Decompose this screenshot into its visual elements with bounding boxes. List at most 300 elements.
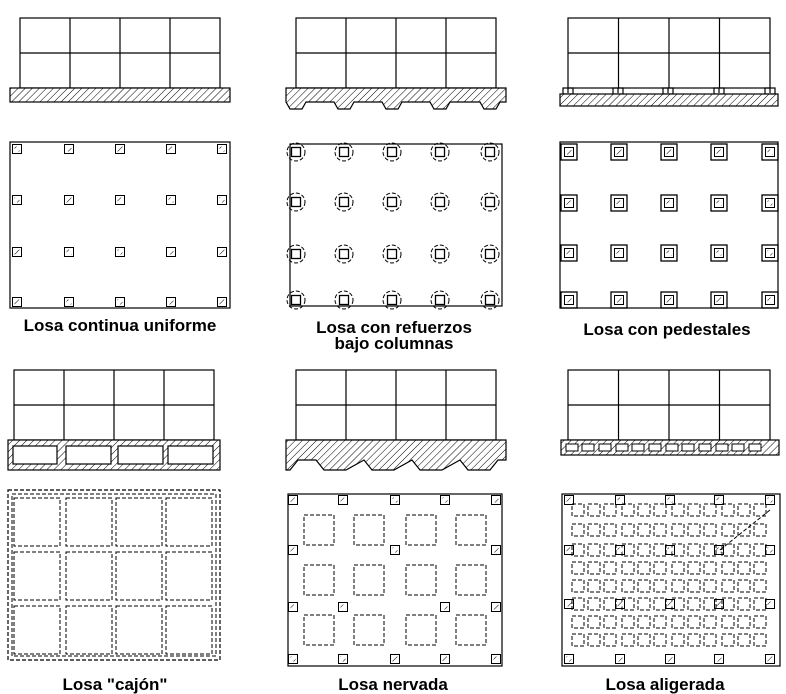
column-mark (167, 298, 176, 307)
drop-panel-circle (481, 245, 499, 263)
void-cell (604, 544, 616, 556)
column-fill (768, 548, 773, 553)
column-square (436, 250, 445, 259)
void-block (632, 444, 644, 451)
column-with-pedestal (561, 195, 577, 211)
void-cell (738, 634, 750, 646)
column-fill (768, 602, 773, 607)
label-column-reinforced-slab: Losa con refuerzos bajo columnas (316, 318, 472, 353)
void-cell (622, 562, 634, 574)
column-mark (766, 546, 775, 555)
column-mark (492, 496, 501, 505)
column-mark (116, 298, 125, 307)
void-cell (754, 616, 766, 628)
void-cell (654, 616, 666, 628)
drop-panel-circle (431, 143, 449, 161)
column-mark (441, 655, 450, 664)
column-fill (768, 150, 773, 155)
plan-outline (560, 142, 778, 308)
column-fill (667, 251, 672, 256)
column-mark (391, 496, 400, 505)
column-fill (494, 605, 499, 610)
void-cell (604, 616, 616, 628)
column-with-pedestal (762, 195, 778, 211)
column-fill (15, 250, 20, 255)
column-mark (715, 496, 724, 505)
void-cell (704, 580, 716, 592)
column-mark (665, 148, 674, 157)
column-fill (118, 250, 123, 255)
column-fill (341, 657, 346, 662)
column-fill (220, 147, 225, 152)
column-square (340, 250, 349, 259)
column-square (292, 250, 301, 259)
column-fill (494, 657, 499, 662)
void-cell (738, 616, 750, 628)
column-mark (565, 655, 574, 664)
column-mark (65, 196, 74, 205)
column-fill (443, 498, 448, 503)
column-mark (766, 148, 775, 157)
drop-panel-circle (481, 193, 499, 211)
column-fill (717, 201, 722, 206)
void-cell (754, 634, 766, 646)
void-cell (738, 504, 750, 516)
column-fill (667, 150, 672, 155)
void-square (406, 565, 436, 595)
column-mark (339, 496, 348, 505)
void-cell (654, 580, 666, 592)
void-cell (638, 524, 650, 536)
column-with-drop (431, 193, 449, 211)
column-mark (615, 249, 624, 258)
void-cell (688, 634, 700, 646)
void-square (456, 565, 486, 595)
void-cell (704, 616, 716, 628)
plan-outline (290, 144, 502, 306)
void-cell (572, 580, 584, 592)
column-fill (567, 548, 572, 553)
column-fill (717, 251, 722, 256)
column-fill (618, 498, 623, 503)
pedestal-slab-plan (560, 142, 778, 308)
void-cell (688, 616, 700, 628)
lightened-slab-plan (562, 494, 780, 666)
column-fill (768, 498, 773, 503)
void-cell (622, 580, 634, 592)
void-cell (704, 562, 716, 574)
reinforced-slab-section (286, 18, 506, 109)
column-mark (766, 600, 775, 609)
column-fill (668, 548, 673, 553)
column-mark (565, 496, 574, 505)
void-cell (604, 598, 616, 610)
column-fill (443, 657, 448, 662)
column-with-pedestal (711, 245, 727, 261)
column-with-drop (481, 245, 499, 263)
column-square (436, 198, 445, 207)
void-cell (604, 504, 616, 516)
lightened-slab-section (561, 370, 779, 455)
column-with-drop (383, 143, 401, 161)
continuous-slab-plan (10, 142, 230, 308)
column-square (436, 148, 445, 157)
column-mark (218, 298, 227, 307)
column-with-pedestal (611, 144, 627, 160)
void-square (304, 515, 334, 545)
column-with-pedestal (661, 245, 677, 261)
column-fill (341, 605, 346, 610)
column-fill (617, 251, 622, 256)
void-cell (754, 544, 766, 556)
void-cell (738, 598, 750, 610)
column-fill (618, 602, 623, 607)
void-cell (604, 562, 616, 574)
column-mark (289, 496, 298, 505)
column-mark (665, 249, 674, 258)
void-square (354, 615, 384, 645)
column-mark (615, 148, 624, 157)
void-cell (688, 598, 700, 610)
column-mark (665, 296, 674, 305)
column-fill (341, 498, 346, 503)
void-cell (688, 580, 700, 592)
column-fill (768, 201, 773, 206)
column-mark (615, 296, 624, 305)
void-block (666, 444, 678, 451)
column-with-pedestal (561, 144, 577, 160)
column-fill (291, 605, 296, 610)
column-fill (668, 657, 673, 662)
column-with-pedestal (762, 144, 778, 160)
column-fill (618, 657, 623, 662)
column-right (560, 18, 780, 666)
column-mark (218, 248, 227, 257)
column-with-drop (481, 143, 499, 161)
void-square (406, 515, 436, 545)
label-box-slab: Losa "cajón" (62, 675, 168, 694)
column-fill (617, 298, 622, 303)
void-cell (638, 634, 650, 646)
column-fill (291, 548, 296, 553)
building-frame (568, 18, 770, 88)
column-mark (666, 546, 675, 555)
column-with-drop (335, 245, 353, 263)
void-cell (604, 524, 616, 536)
column-fill (393, 657, 398, 662)
column-with-drop (383, 193, 401, 211)
void-cell (672, 562, 684, 574)
void-block (616, 444, 628, 451)
column-mark (116, 145, 125, 154)
void-cell (654, 524, 666, 536)
column-mark (65, 248, 74, 257)
void-cell (638, 598, 650, 610)
column-with-pedestal (711, 144, 727, 160)
column-fill (668, 602, 673, 607)
void-cell (672, 634, 684, 646)
column-mark (167, 145, 176, 154)
void-square (406, 615, 436, 645)
drop-panel-circle (383, 143, 401, 161)
column-fill (291, 657, 296, 662)
column-mark (616, 496, 625, 505)
column-square (292, 198, 301, 207)
column-with-drop (335, 193, 353, 211)
column-fill (118, 300, 123, 305)
void-cell (654, 562, 666, 574)
void-block (682, 444, 694, 451)
column-fill (567, 602, 572, 607)
column-mark (766, 199, 775, 208)
void-cell (638, 562, 650, 574)
slab-with-drops (286, 88, 506, 109)
void-square (354, 515, 384, 545)
column-with-drop (335, 143, 353, 161)
void-cell (588, 634, 600, 646)
drop-panel-circle (431, 245, 449, 263)
void-cell (722, 580, 734, 592)
column-square (388, 296, 397, 305)
column-with-pedestal (661, 292, 677, 308)
column-fill (494, 498, 499, 503)
box-cell-plan (116, 498, 162, 546)
drop-panel-circle (383, 245, 401, 263)
void-block (566, 444, 578, 451)
column-mark (565, 148, 574, 157)
building-frame (296, 18, 496, 88)
column-mark (218, 145, 227, 154)
column-mark (715, 148, 724, 157)
void-cell (572, 504, 584, 516)
void-cell (722, 504, 734, 516)
column-square (486, 148, 495, 157)
column-square (436, 296, 445, 305)
column-mark (65, 298, 74, 307)
column-mark (492, 603, 501, 612)
void-cell (622, 616, 634, 628)
drop-panel-circle (431, 193, 449, 211)
column-mark (766, 249, 775, 258)
void-square (304, 615, 334, 645)
void-cell (722, 634, 734, 646)
box-cell-plan (166, 498, 212, 546)
column-with-pedestal (561, 245, 577, 261)
ribbed-slab-plan (288, 494, 502, 666)
box-cell-plan (166, 552, 212, 600)
column-square (486, 198, 495, 207)
column-fill (768, 657, 773, 662)
column-with-pedestal (762, 292, 778, 308)
building-frame (296, 370, 496, 440)
column-with-drop (431, 245, 449, 263)
void-cell (754, 598, 766, 610)
pedestal-slab-section (560, 18, 778, 106)
void-square (304, 565, 334, 595)
box-cell-plan (14, 606, 60, 654)
column-mark (715, 296, 724, 305)
slab-hatched (560, 94, 778, 106)
column-with-pedestal (561, 292, 577, 308)
column-with-drop (481, 193, 499, 211)
column-fill (768, 298, 773, 303)
column-mark (289, 603, 298, 612)
void-square (354, 565, 384, 595)
void-cell (604, 580, 616, 592)
column-fill (67, 250, 72, 255)
column-fill (668, 498, 673, 503)
void-cell (588, 562, 600, 574)
box-slab-plan (8, 490, 220, 660)
void-cell (604, 634, 616, 646)
column-mark (492, 655, 501, 664)
void-cell (672, 616, 684, 628)
void-cell (654, 544, 666, 556)
column-fill (220, 198, 225, 203)
void-cell (622, 634, 634, 646)
column-fill (617, 201, 622, 206)
column-mark (766, 655, 775, 664)
column-with-pedestal (762, 245, 778, 261)
column-square (388, 198, 397, 207)
box-slab-section (8, 370, 220, 470)
column-square (340, 148, 349, 157)
column-mark (13, 196, 22, 205)
column-fill (67, 147, 72, 152)
void-block (599, 444, 611, 451)
void-cell (588, 616, 600, 628)
column-fill (717, 602, 722, 607)
column-fill (717, 657, 722, 662)
void-square (456, 515, 486, 545)
column-mark (565, 296, 574, 305)
void-cell (654, 504, 666, 516)
drop-panel-circle (335, 245, 353, 263)
box-cell-plan (66, 552, 112, 600)
label-ribbed-slab: Losa nervada (338, 675, 448, 694)
void-cell (638, 580, 650, 592)
column-fill (717, 150, 722, 155)
box-cell-plan (14, 552, 60, 600)
column-fill (220, 300, 225, 305)
building-frame (20, 18, 220, 88)
void-block (749, 444, 761, 451)
void-cell (638, 616, 650, 628)
column-mark (116, 248, 125, 257)
box-cell-plan (66, 498, 112, 546)
column-fill (15, 147, 20, 152)
void-cell (588, 544, 600, 556)
column-fill (169, 198, 174, 203)
void-cell (688, 524, 700, 536)
void-cell (654, 598, 666, 610)
plan-inner-outline (12, 494, 216, 656)
box-cell-plan (116, 552, 162, 600)
column-fill (567, 657, 572, 662)
column-mark (167, 248, 176, 257)
void-cell (722, 562, 734, 574)
void-square (456, 615, 486, 645)
column-mark (492, 546, 501, 555)
column-square (388, 250, 397, 259)
void-cell (572, 524, 584, 536)
column-mark (565, 249, 574, 258)
column-with-pedestal (711, 195, 727, 211)
plan-outline (8, 490, 220, 660)
drop-panel-circle (481, 143, 499, 161)
box-cell-plan (166, 606, 212, 654)
plan-outline (10, 142, 230, 308)
box-cell-plan (116, 606, 162, 654)
column-fill (667, 298, 672, 303)
column-mark (167, 196, 176, 205)
building-frame (14, 370, 214, 440)
column-fill (15, 198, 20, 203)
column-mark (616, 600, 625, 609)
void-cell (688, 544, 700, 556)
column-square (292, 296, 301, 305)
column-fill (717, 298, 722, 303)
continuous-slab-section (10, 18, 230, 102)
slab-hatched (10, 88, 230, 102)
void-cell (722, 524, 734, 536)
slab-with-ribs (286, 440, 506, 470)
void-cell (588, 524, 600, 536)
column-fill (617, 150, 622, 155)
void-cell (754, 580, 766, 592)
label-lightened-slab: Losa aligerada (605, 675, 725, 694)
column-fill (169, 250, 174, 255)
column-mark (116, 196, 125, 205)
box-cell (118, 446, 163, 464)
column-mark (565, 199, 574, 208)
column-mark (339, 655, 348, 664)
void-cell (672, 580, 684, 592)
void-cell (738, 580, 750, 592)
box-cell (13, 446, 57, 464)
column-mark (715, 249, 724, 258)
drop-panel-circle (383, 193, 401, 211)
column-mark (441, 496, 450, 505)
column-fill (494, 548, 499, 553)
drop-panel-circle (335, 143, 353, 161)
column-square (340, 296, 349, 305)
column-fill (291, 498, 296, 503)
column-mark (616, 546, 625, 555)
column-mark (715, 199, 724, 208)
box-cell (168, 446, 213, 464)
column-square (486, 296, 495, 305)
label-pedestal-slab: Losa con pedestales (583, 320, 751, 339)
void-cell (672, 504, 684, 516)
column-fill (393, 548, 398, 553)
column-mark (391, 655, 400, 664)
reinforced-slab-plan (287, 143, 502, 309)
void-cell (738, 562, 750, 574)
column-fill (67, 300, 72, 305)
column-fill (118, 147, 123, 152)
void-cell (572, 634, 584, 646)
void-cell (588, 598, 600, 610)
column-fill (67, 198, 72, 203)
column-fill (567, 498, 572, 503)
label-continuous-uniform-slab: Losa continua uniforme (23, 316, 217, 335)
void-block (699, 444, 711, 451)
void-cell (572, 616, 584, 628)
column-mark (715, 655, 724, 664)
column-mark (665, 199, 674, 208)
column-mark (391, 546, 400, 555)
